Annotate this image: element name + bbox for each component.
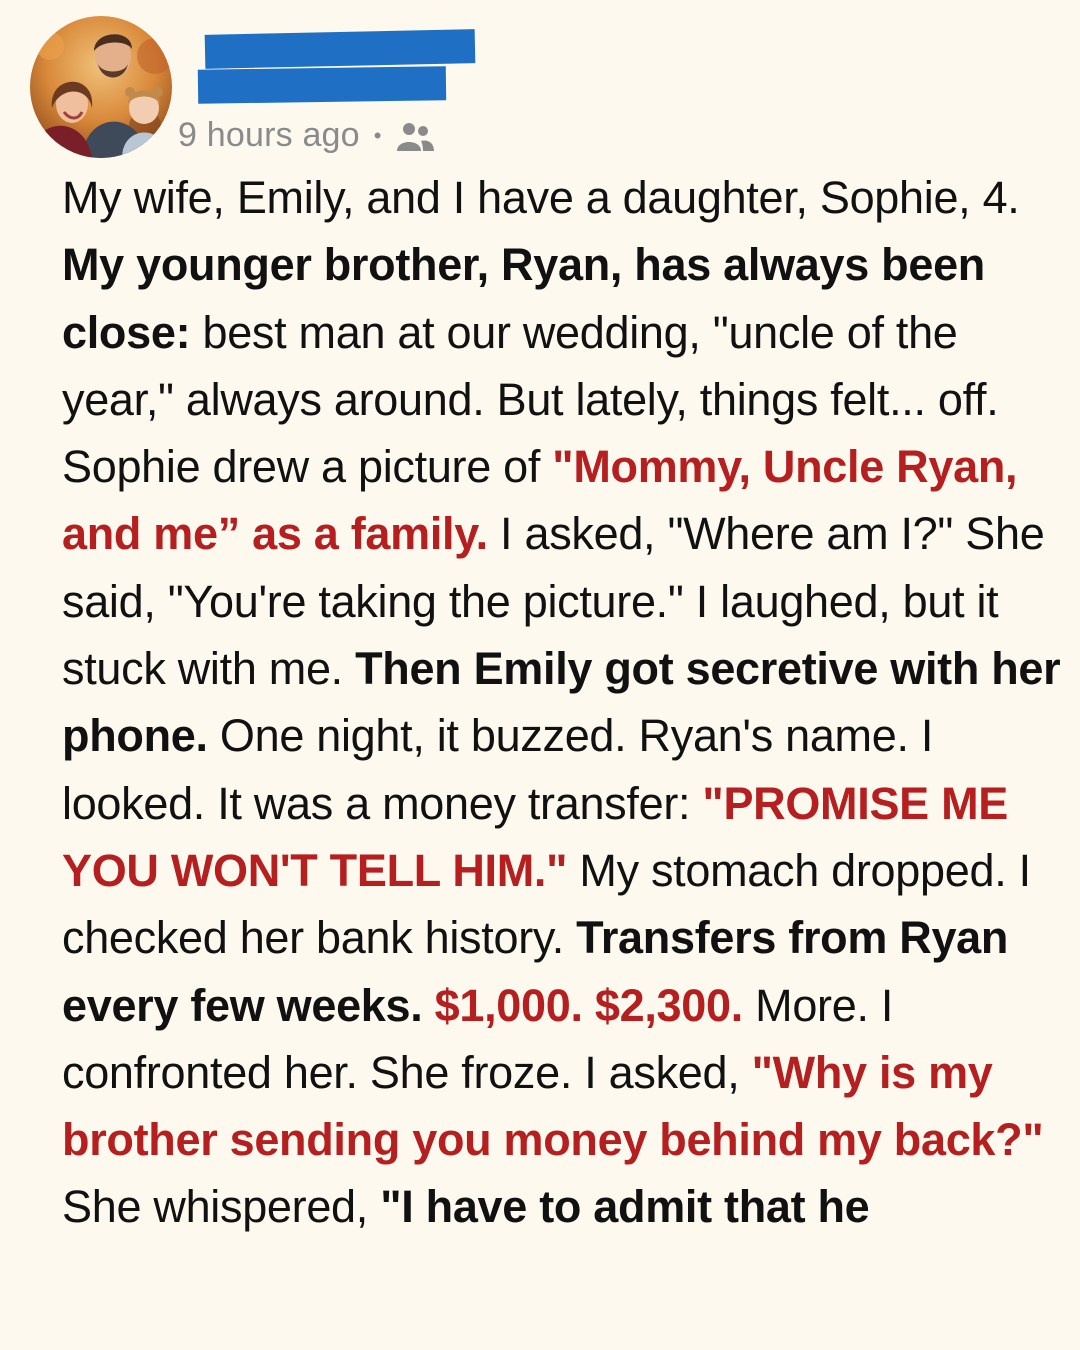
post-text-segment: She whispered,: [62, 1181, 381, 1233]
post-text-segment: One night, it buzzed. Ryan's name. I looked. It was a money transfer:: [62, 710, 934, 829]
post-time[interactable]: 9 hours ago: [178, 115, 360, 154]
post-text-segment: My stomach dropped. I checked her bank history.: [62, 844, 1031, 964]
profile-avatar[interactable]: [30, 16, 172, 158]
meta-separator: •: [373, 123, 382, 148]
post-text-red-highlight: "PROMISE ME YOU WON'T TELL HIM.": [62, 777, 1008, 896]
post-text-highlight: Transfers from Ryan every few weeks.: [62, 912, 1009, 1031]
post-text-highlight: Then Emily got secretive with her phone.: [62, 643, 1061, 762]
post-text-segment: [422, 980, 434, 1031]
post-text-segment: I asked, "Where am I?" She said, "You're taking the picture." I laughed, but it stuck with me.: [62, 508, 1045, 695]
family-photo-image: [30, 16, 172, 158]
redacted-name-bar-bottom: [198, 66, 446, 103]
post-text-red-highlight: $1,000. $2,300.: [434, 979, 743, 1031]
post-body: [62, 164, 1062, 1241]
post-text-segment: My wife, Emily, and I have a daughter, Sophie, 4.: [62, 172, 1020, 223]
post-text-red-highlight: "Why is my brother sending you money behind my back?": [62, 1046, 1044, 1166]
post-meta: [178, 113, 436, 157]
post-text-red-highlight: "Mommy, Uncle Ryan, and me” as a family.: [62, 441, 1018, 560]
friends-icon[interactable]: [394, 119, 436, 155]
post-text-highlight: "I have to admit that he: [380, 1181, 870, 1233]
redacted-name-bar-top: [205, 29, 476, 69]
post-text-segment: best man at our wedding, "uncle of the year," always around. But lately, things felt... off. Sophie drew a picture of: [62, 306, 999, 493]
post-text-segment: More. I confronted her. She froze. I asked,: [62, 979, 894, 1098]
post-text-highlight: My younger brother, Ryan, has always been close:: [62, 239, 985, 358]
